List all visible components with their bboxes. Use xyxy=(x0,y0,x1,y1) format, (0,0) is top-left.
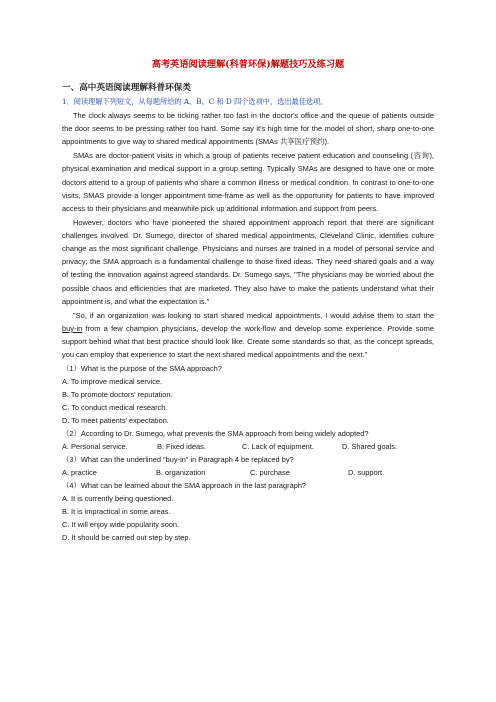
paragraph-4-before: "So, if an organization was looking to start shared medical appointments, I would advise them to start the xyxy=(73,310,434,320)
instruction-line xyxy=(62,96,327,107)
question-4-option-d[interactable]: D. It should be carried out step by step. xyxy=(62,533,191,543)
instruction-text: 阅读理解下列短文，从每题所给的 A、B、C 和 D 四个选项中，选出最佳选项。 xyxy=(73,97,328,106)
passage-paragraph-3: However, doctors who have pioneered the shared appointment approach report that there are significant challenges involved. Dr. Sumego, director of shared medical appointments, Cleveland Clinic, identifies culture change as the most significant challenge. Physicians and nurses are trained in a model of personal service and privacy; the SMA approach is a fundamental challenge to those fixed ideas. They need shared goals and a way of testing the innovation against agreed standards. Dr. Sumego says, "The physicians may be worried about the possible chaos and efficiencies that are marketed. They also have to make the patients understand what their appointment is, and what the expectation is." xyxy=(62,217,434,306)
question-4-stem: （4）What can be learned about the SMA approach in the last paragraph? xyxy=(62,481,307,491)
question-3-option-d[interactable]: D. support xyxy=(348,468,383,478)
question-4-option-c[interactable]: C. It will enjoy wide popularity soon. xyxy=(62,520,180,530)
paragraph-4-after: from a few champion physicians, develop the work-flow and develop some experience. Provide some support behind what that best practice should look like. Create some standards so that, as the concept spreads, you can employ that experience to start the next shared medical appointments and the next." xyxy=(62,323,434,360)
question-2-options xyxy=(62,440,434,453)
question-2-option-a[interactable]: A. Personal service. xyxy=(62,442,128,452)
question-3-stem: （3）What can the underlined "buy-in" in Paragraph 4 be replaced by? xyxy=(62,455,294,465)
document-title: 高考英语阅读理解(科普环保)解题技巧及练习题 xyxy=(151,59,345,70)
instruction-number: 1． xyxy=(62,97,74,106)
question-3-option-c[interactable]: C. purchase xyxy=(250,468,290,478)
passage-paragraph-2: SMAs are doctor-patient visits in which a group of patients receive patient education and counseling (咨询), physical examination and medical support in a group setting. Typically SMAs are designed to have one or more doctors attend to a group of patients who share a common illness or medical condition. In contrast to one-to-one visits, SMAS provide a longer appointment time-frame as well as the opportunity for patients to have improved access to their physicians and meanwhile pick up additional information and support from peers. xyxy=(62,151,434,213)
question-3-option-a[interactable]: A. practice xyxy=(62,468,97,478)
passage-paragraph-1: The clock always seems to be ticking rather too fast in the doctor's office and the queue of patients outside the door seems to be pressing rather too hard. Some say it's high time for the model of short, sharp one-to-one appointments to give way to shared medical appointments (SMAs 共享医疗预约). xyxy=(62,111,434,147)
question-1-option-d[interactable]: D. To meet patients' expectation. xyxy=(62,416,169,426)
question-2-option-b[interactable]: B. Fixed ideas. xyxy=(157,442,206,452)
section-heading: 一、高中英语阅读理解科普环保类 xyxy=(62,83,191,93)
question-2-option-d[interactable]: D. Shared goals. xyxy=(342,442,398,452)
question-1-option-a[interactable]: A. To improve medical service. xyxy=(62,376,163,386)
passage-and-questions xyxy=(62,109,434,545)
question-1-option-b[interactable]: B. To promote doctors' reputation. xyxy=(62,389,173,399)
question-4-option-b[interactable]: B. It is impractical in some areas. xyxy=(62,507,171,517)
question-3-option-b[interactable]: B. organization xyxy=(156,468,206,478)
underlined-buy-in: buy-in xyxy=(62,323,83,333)
question-2-option-c[interactable]: C. Lack of equipment. xyxy=(242,442,314,452)
question-2-stem: （2）According to Dr. Sumego, what prevents the SMA approach from being widely adopted? xyxy=(62,429,369,439)
question-1-stem: （1）What is the purpose of the SMA approach? xyxy=(62,363,222,373)
question-1-option-c[interactable]: C. To conduct medical research. xyxy=(62,403,168,412)
question-4-option-a[interactable]: A. It is currently being questioned. xyxy=(62,494,174,504)
question-3-options xyxy=(62,466,434,479)
passage-paragraph-4 xyxy=(62,309,434,362)
